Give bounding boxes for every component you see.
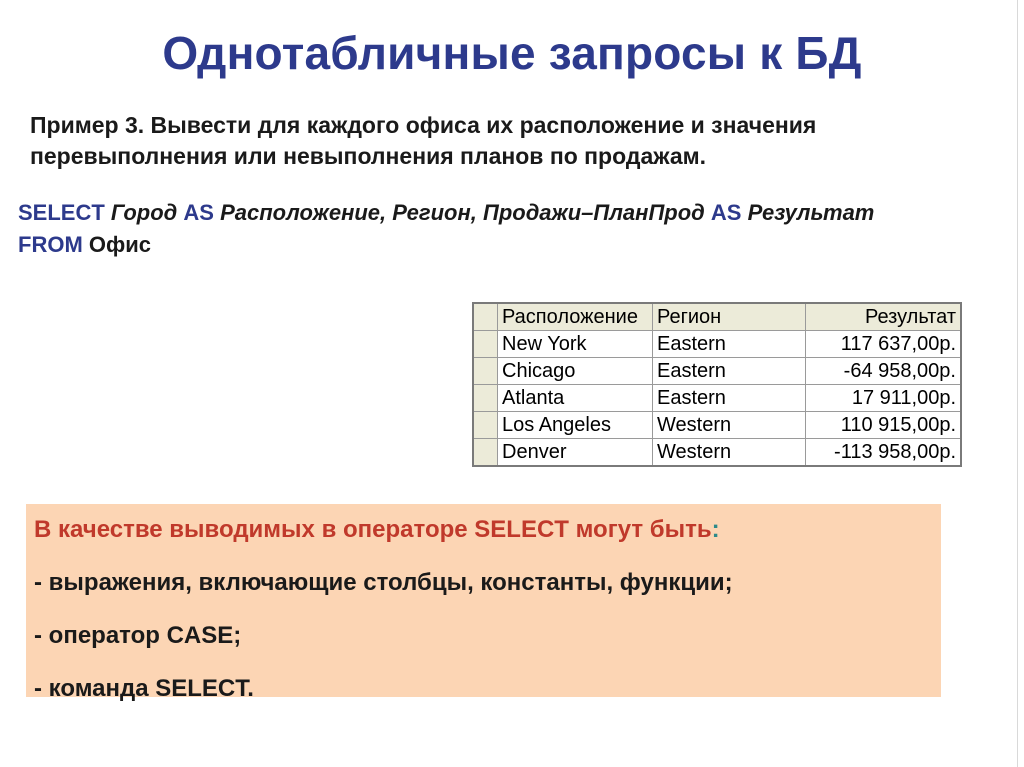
cell-result: -64 958,00р. [806, 358, 962, 385]
table-row [473, 331, 961, 358]
column-header[interactable]: Результат [806, 303, 962, 331]
cell-result: 17 911,00р. [806, 385, 962, 412]
cell-location: Denver [498, 439, 653, 467]
task-description [30, 110, 990, 172]
note-heading-colon: : [711, 516, 720, 543]
sql-keyword-as: AS [710, 200, 742, 225]
sql-alias-columns: Расположение, Регион, Продажи–ПланПрод [220, 200, 705, 225]
row-selector[interactable] [473, 385, 498, 412]
table-row [473, 385, 961, 412]
sql-keyword-select: SELECT [18, 200, 105, 225]
cell-region: Western [653, 412, 806, 439]
sql-line-2 [18, 229, 1018, 261]
row-selector-header[interactable] [473, 303, 498, 331]
row-selector[interactable] [473, 358, 498, 385]
cell-location: Los Angeles [498, 412, 653, 439]
row-selector[interactable] [473, 412, 498, 439]
slide-title: Однотабличные запросы к БД [162, 27, 862, 79]
column-header[interactable]: Регион [653, 303, 806, 331]
table-row [473, 412, 961, 439]
note-item-expressions: - выражения, включающие столбцы, константы, функции; [34, 569, 733, 596]
row-selector[interactable] [473, 331, 498, 358]
row-selector[interactable] [473, 439, 498, 467]
column-header[interactable]: Расположение [498, 303, 653, 331]
sql-alias-result: Результат [747, 200, 875, 225]
sql-query [18, 197, 1018, 261]
select-items-note [26, 504, 941, 702]
table-header-row [473, 303, 961, 331]
sql-line-1 [18, 197, 1018, 229]
note-heading [34, 511, 941, 549]
cell-region: Western [653, 439, 806, 467]
note-item-case: - оператор CASE; [34, 622, 242, 649]
query-result-table [472, 302, 962, 467]
cell-region: Eastern [653, 358, 806, 385]
cell-region: Eastern [653, 385, 806, 412]
table-row [473, 358, 961, 385]
note-heading-text: В качестве выводимых в операторе SELECT могут быть [34, 516, 712, 543]
task-line-1: Пример 3. Вывести для каждого офиса их расположение и значения [30, 112, 817, 138]
cell-location: Atlanta [498, 385, 653, 412]
slide-edge-divider [1017, 0, 1018, 767]
cell-location: Chicago [498, 358, 653, 385]
sql-column-city: Город [110, 200, 178, 225]
table-row [473, 439, 961, 467]
task-line-2: перевыполнения или невыполнения планов по продажам. [30, 143, 707, 169]
cell-region: Eastern [653, 331, 806, 358]
cell-result: 117 637,00р. [806, 331, 962, 358]
sql-table-name: Офис [88, 232, 152, 257]
sql-keyword-from: FROM [18, 232, 83, 257]
cell-location: New York [498, 331, 653, 358]
sql-keyword-as: AS [183, 200, 214, 225]
cell-result: -113 958,00р. [806, 439, 962, 467]
note-item-select: - команда SELECT. [34, 675, 254, 702]
cell-result: 110 915,00р. [806, 412, 962, 439]
